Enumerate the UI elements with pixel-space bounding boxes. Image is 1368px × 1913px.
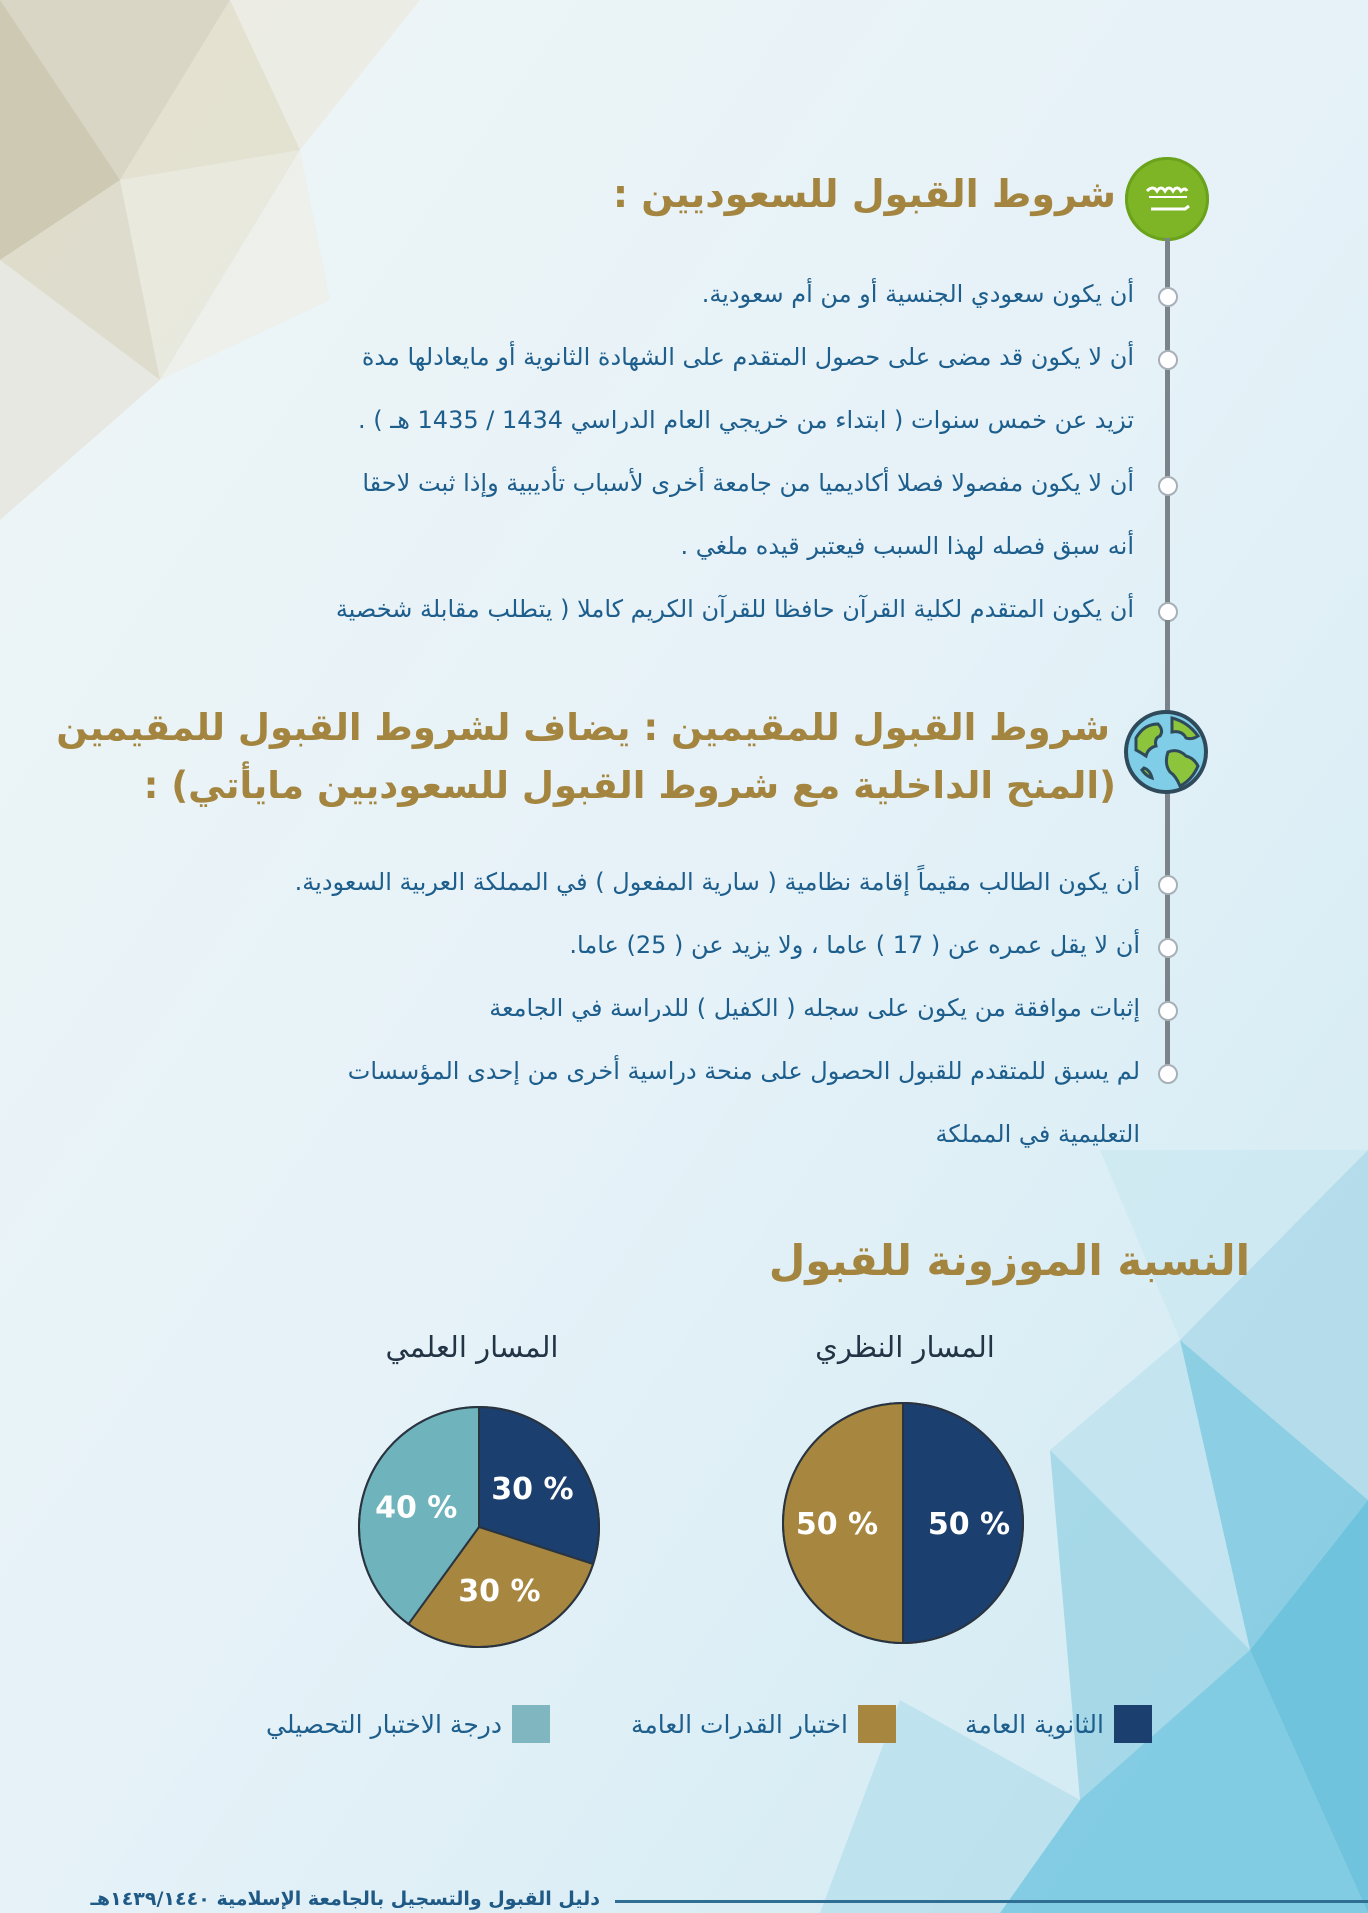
saudi-section-title: شروط القبول للسعوديين :	[612, 172, 1116, 216]
residents-item-4: لم يسبق للمتقدم للقبول الحصول على منحة دراسية أخرى من إحدى المؤسسات	[347, 1057, 1140, 1085]
saudi-section-icon-badge	[1125, 157, 1209, 241]
residents-item-4-cont: التعليمية في المملكة	[935, 1120, 1140, 1148]
residents-item-3: إثبات موافقة من يكون على سجله ( الكفيل ) للدراسة في الجامعة	[489, 994, 1140, 1022]
saudi-item-2: أن لا يكون قد مضى على حصول المتقدم على الشهادة الثانوية أو مايعادلها مدة	[361, 343, 1134, 371]
legend-item-secondary	[965, 1705, 1152, 1743]
pie-slice-label: 50 %	[927, 1507, 1011, 1542]
footer-guide-title: دليل القبول والتسجيل بالجامعة الإسلامية ١٤٣٩/١٤٤٠هـ	[90, 1888, 600, 1910]
residents-section-title-line2: (المنح الداخلية مع شروط القبول للسعوديين مايأتي) :	[143, 764, 1116, 807]
bullet	[1158, 287, 1178, 307]
weighted-ratio-title: النسبة الموزونة للقبول	[768, 1236, 1250, 1285]
saudi-item-2-cont: تزيد عن خمس سنوات ( ابتداء من خريجي العام الدراسي 1434 / 1435 هـ ) .	[357, 406, 1134, 434]
saudi-item-3: أن لا يكون مفصولا فصلا أكاديميا من جامعة أخرى لأسباب تأديبية وإذا ثبت لاحقا	[362, 469, 1134, 497]
bullet	[1158, 476, 1178, 496]
residents-item-1: أن يكون الطالب مقيماً إقامة نظامية ( سارية المفعول ) في المملكة العربية السعودية.	[294, 868, 1140, 896]
bullet	[1158, 1064, 1178, 1084]
saudi-item-4: أن يكون المتقدم لكلية القرآن حافظا للقرآن الكريم كاملا ( يتطلب مقابلة شخصية	[335, 595, 1134, 623]
legend-item-achievement	[266, 1705, 550, 1743]
legend-label: اختبار القدرات العامة	[631, 1709, 848, 1739]
saudi-item-3-cont: أنه سبق فصله لهذا السبب فيعتبر قيده ملغي .	[680, 532, 1134, 560]
legend-swatch	[512, 1705, 550, 1743]
chart-title-theoretical: المسار النظري	[815, 1330, 995, 1364]
pie-chart-scientific	[354, 1402, 604, 1652]
residents-section-title-line1: شروط القبول للمقيمين : يضاف لشروط القبول للمقيمين	[56, 706, 1110, 749]
bullet	[1158, 350, 1178, 370]
bullet	[1158, 1001, 1178, 1021]
legend-swatch	[1114, 1705, 1152, 1743]
residents-item-2: أن لا يقل عمره عن ( 17 ) عاما ، ولا يزيد عن ( 25) عاما.	[569, 931, 1140, 959]
saudi-flag-icon	[1125, 157, 1209, 241]
residents-section-icon-badge	[1122, 708, 1210, 796]
pie-slice-label: 30 %	[491, 1472, 574, 1508]
pie-slice-label: 40 %	[375, 1490, 458, 1526]
legend-label: الثانوية العامة	[965, 1709, 1104, 1739]
bullet	[1158, 602, 1178, 622]
legend-label: درجة الاختبار التحصيلي	[266, 1709, 502, 1739]
pie-chart-theoretical	[778, 1398, 1028, 1648]
bullet	[1158, 875, 1178, 895]
chart-title-scientific: المسار العلمي	[385, 1330, 559, 1364]
footer-rule	[615, 1900, 1368, 1903]
globe-icon	[1122, 708, 1210, 796]
pie-slice-label: 30 %	[458, 1573, 541, 1609]
bullet	[1158, 938, 1178, 958]
legend-swatch	[858, 1705, 896, 1743]
legend-item-aptitude	[631, 1705, 896, 1743]
pie-slice-label: 50 %	[795, 1507, 879, 1542]
saudi-item-1: أن يكون سعودي الجنسية أو من أم سعودية.	[701, 280, 1134, 308]
